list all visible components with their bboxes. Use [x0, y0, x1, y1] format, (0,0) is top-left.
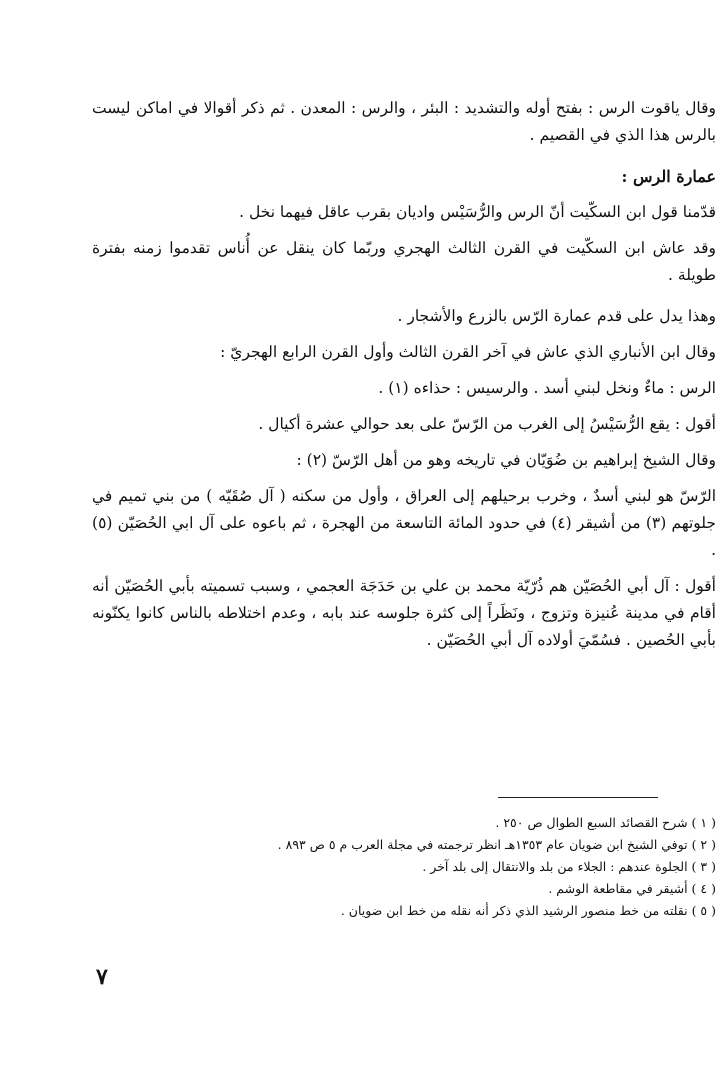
paragraph-ibn-anbari: وقال ابن الأنباري الذي عاش في آخر القرن الثالث وأول القرن الرابع الهجريّ :	[220, 343, 716, 361]
spacer	[92, 402, 716, 411]
spacer	[92, 330, 716, 339]
spacer	[92, 190, 716, 199]
paragraph-third-century: وقد عاش ابن السكّيت في القرن الثالث الهجري وربّما كان ينقل عن أُناس تقدموا زمنه بفترة طويلة .	[92, 239, 716, 284]
paragraph-ibn-sikkit: قدّمنا قول ابن السكّيت أنّ الرس والرُّسَيْس واديان بقرب عاقل فيهما نخل .	[239, 203, 716, 221]
spacer	[92, 438, 716, 447]
spacer	[92, 226, 716, 235]
paragraph-history: الرّسّ هو لبني أسدٌ ، وخرب برحيلهم إلى العراق ، وأول من سكنه ( آل صُقَيّه ) من بني تميم في جلوتهم (٣) من أشيقر (٤) في حدود المائة التاسعة من الهجرة ، ثم باعوه على آل ابي الحُصَيّن (٥) .	[92, 487, 717, 559]
spacer	[92, 149, 716, 163]
spacer	[92, 564, 716, 573]
section-heading: عمارة الرس :	[621, 167, 716, 186]
page-number: ٧	[96, 964, 108, 990]
paragraph-cultivation: وهذا يدل على قدم عمارة الرّس بالزرع والأشجار .	[397, 307, 716, 325]
footnote-5: ( ٥ ) نقلته من خط منصور الرشيد الذي ذكر أنه نقله من خط ابن ضويان .	[340, 903, 716, 918]
paragraph-rusays-location: أقول : يقع الرُّسَيْسُ إلى الغرب من الرّسّ على بعد حوالي عشرة أكيال .	[258, 415, 716, 433]
footnote-1: ( ١ ) شرح القصائد السبع الطوال ص ٢٥٠ .	[495, 815, 716, 830]
paragraph-abu-husayn: أقول : آل أبي الحُصَيّن هم ذُرّيّة محمد بن علي بن حَدَجَة العجمي ، وسبب تسميته بأبي الحُصَيّن أنه أقام في مدينة عُنيزة وتزوج ، ونَظَراً إلى كثرة جلوسه عند بابه ، وعدم اختلاطه بالناس كانوا يكنّونه بأبي الحُصين . فسُمّيَ أولاده آل أبي الحُصَيّن .	[92, 577, 716, 649]
footnote-3: ( ٣ ) الجلوة عندهم : الجلاء من بلد والانتقال إلى بلد آخر .	[422, 859, 716, 874]
footnote-2: ( ٢ ) توفي الشيخ ابن ضويان عام ١٣٥٣هـ انظر ترجمته في مجلة العرب م ٥ ص ٨٩٣ .	[277, 837, 716, 852]
footnote-4: ( ٤ ) أشيقر في مقاطعة الوشم .	[548, 881, 716, 896]
page-body	[92, 95, 716, 654]
paragraph-quote-rass: الرس : ماءٌ ونخل لبني أسد . والرسيس : حذاءه (١) .	[378, 379, 716, 397]
spacer	[92, 289, 716, 303]
paragraph-yaqut: وقال ياقوت الرس : بفتح أوله والتشديد : البئر ، والرس : المعدن . ثم ذكر أقوالا في اماكن ليست بالرس هذا الذي في القصيم .	[92, 99, 716, 144]
footnote-separator	[498, 797, 658, 798]
spacer	[92, 474, 716, 483]
spacer	[92, 366, 716, 375]
paragraph-ibn-duwayyan: وقال الشيخ إبراهيم بن ضُوَيّان في تاريخه وهو من أهل الرّسّ (٢) :	[296, 451, 716, 469]
footnotes	[92, 812, 716, 922]
